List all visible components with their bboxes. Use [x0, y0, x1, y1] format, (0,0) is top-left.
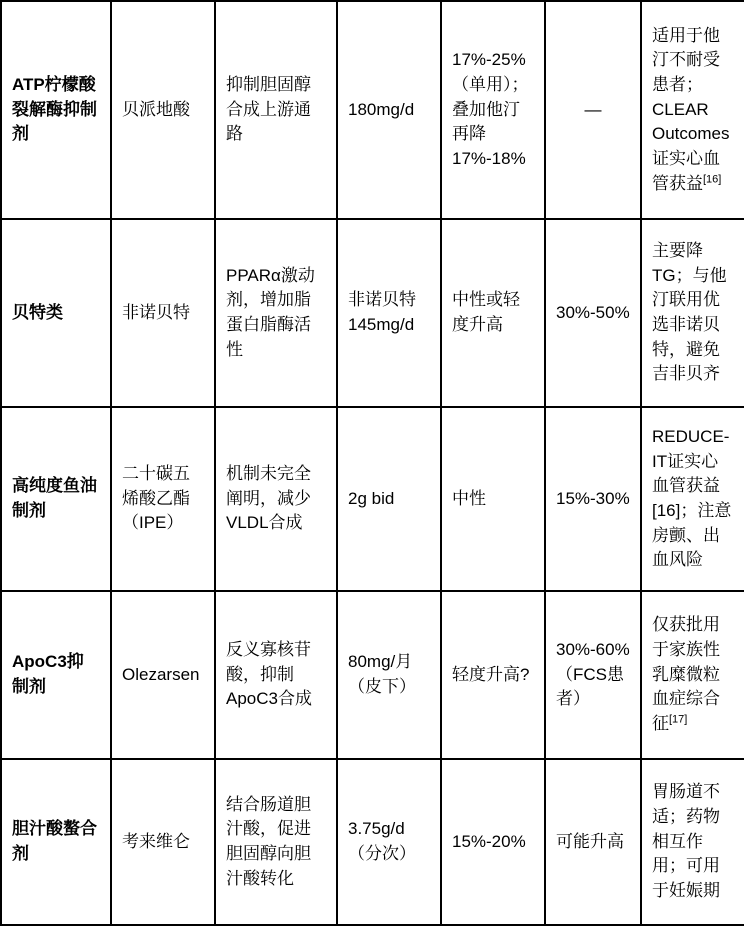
- cell-drug-name: Olezarsen: [111, 591, 215, 759]
- note-reference: [16]: [703, 172, 722, 185]
- cell-ldl-effect: 17%-25%（单用）；叠加他汀再降17%-18%: [441, 1, 545, 219]
- cell-drug-name: 贝派地酸: [111, 1, 215, 219]
- cell-mechanism: 抑制胆固醇合成上游通路: [215, 1, 337, 219]
- note-text: 主要降TG；与他汀联用优选非诺贝特，避免吉非贝齐: [652, 241, 727, 384]
- table-row: [1, 219, 744, 407]
- cell-mechanism: PPARα激动剂，增加脂蛋白脂酶活性: [215, 219, 337, 407]
- cell-drug-name: 二十碳五烯酸乙酯（IPE）: [111, 407, 215, 591]
- cell-dose: 3.75g/d（分次）: [337, 759, 441, 925]
- cell-mechanism: 结合肠道胆汁酸，促进胆固醇向胆汁酸转化: [215, 759, 337, 925]
- cell-ldl-effect: 轻度升高?: [441, 591, 545, 759]
- cell-drug-name: 考来维仑: [111, 759, 215, 925]
- cell-ldl-effect: 中性: [441, 407, 545, 591]
- cell-drug-class: 贝特类: [1, 219, 111, 407]
- note-text: REDUCE-IT证实心血管获益[16]；注意房颤、出血风险: [652, 427, 732, 570]
- note-reference: [17]: [669, 713, 688, 726]
- cell-note: [641, 219, 744, 407]
- cell-note: [641, 407, 744, 591]
- cell-dose: 非诺贝特145mg/d: [337, 219, 441, 407]
- cell-note: [641, 1, 744, 219]
- cell-tg-hdl-effect: 30%-60%（FCS患者）: [545, 591, 641, 759]
- note-text: 仅获批用于家族性乳糜微粒血症综合征: [652, 615, 720, 733]
- table-body: [1, 1, 744, 925]
- cell-dose: 180mg/d: [337, 1, 441, 219]
- note-text: 胃肠道不适；药物相互作用；可用于妊娠期: [652, 782, 720, 900]
- table-row: [1, 759, 744, 925]
- cell-ldl-effect: 15%-20%: [441, 759, 545, 925]
- cell-tg-hdl-effect: 可能升高: [545, 759, 641, 925]
- cell-drug-class: ApoC3抑制剂: [1, 591, 111, 759]
- cell-tg-hdl-effect: 15%-30%: [545, 407, 641, 591]
- cell-ldl-effect: 中性或轻度升高: [441, 219, 545, 407]
- cell-drug-class: 胆汁酸螯合剂: [1, 759, 111, 925]
- cell-mechanism: 反义寡核苷酸，抑制ApoC3合成: [215, 591, 337, 759]
- table-row: [1, 1, 744, 219]
- cell-note: [641, 759, 744, 925]
- cell-note: [641, 591, 744, 759]
- table-row: [1, 407, 744, 591]
- cell-tg-hdl-effect: —: [545, 1, 641, 219]
- cell-drug-class: ATP柠檬酸裂解酶抑制剂: [1, 1, 111, 219]
- cell-dose: 80mg/月（皮下）: [337, 591, 441, 759]
- cell-dose: 2g bid: [337, 407, 441, 591]
- cell-drug-name: 非诺贝特: [111, 219, 215, 407]
- cell-tg-hdl-effect: 30%-50%: [545, 219, 641, 407]
- table-row: [1, 591, 744, 759]
- cell-mechanism: 机制未完全阐明，减少VLDL合成: [215, 407, 337, 591]
- note-text: 适用于他汀不耐受患者；CLEAR Outcomes证实心血管获益: [652, 25, 730, 193]
- cell-drug-class: 高纯度鱼油制剂: [1, 407, 111, 591]
